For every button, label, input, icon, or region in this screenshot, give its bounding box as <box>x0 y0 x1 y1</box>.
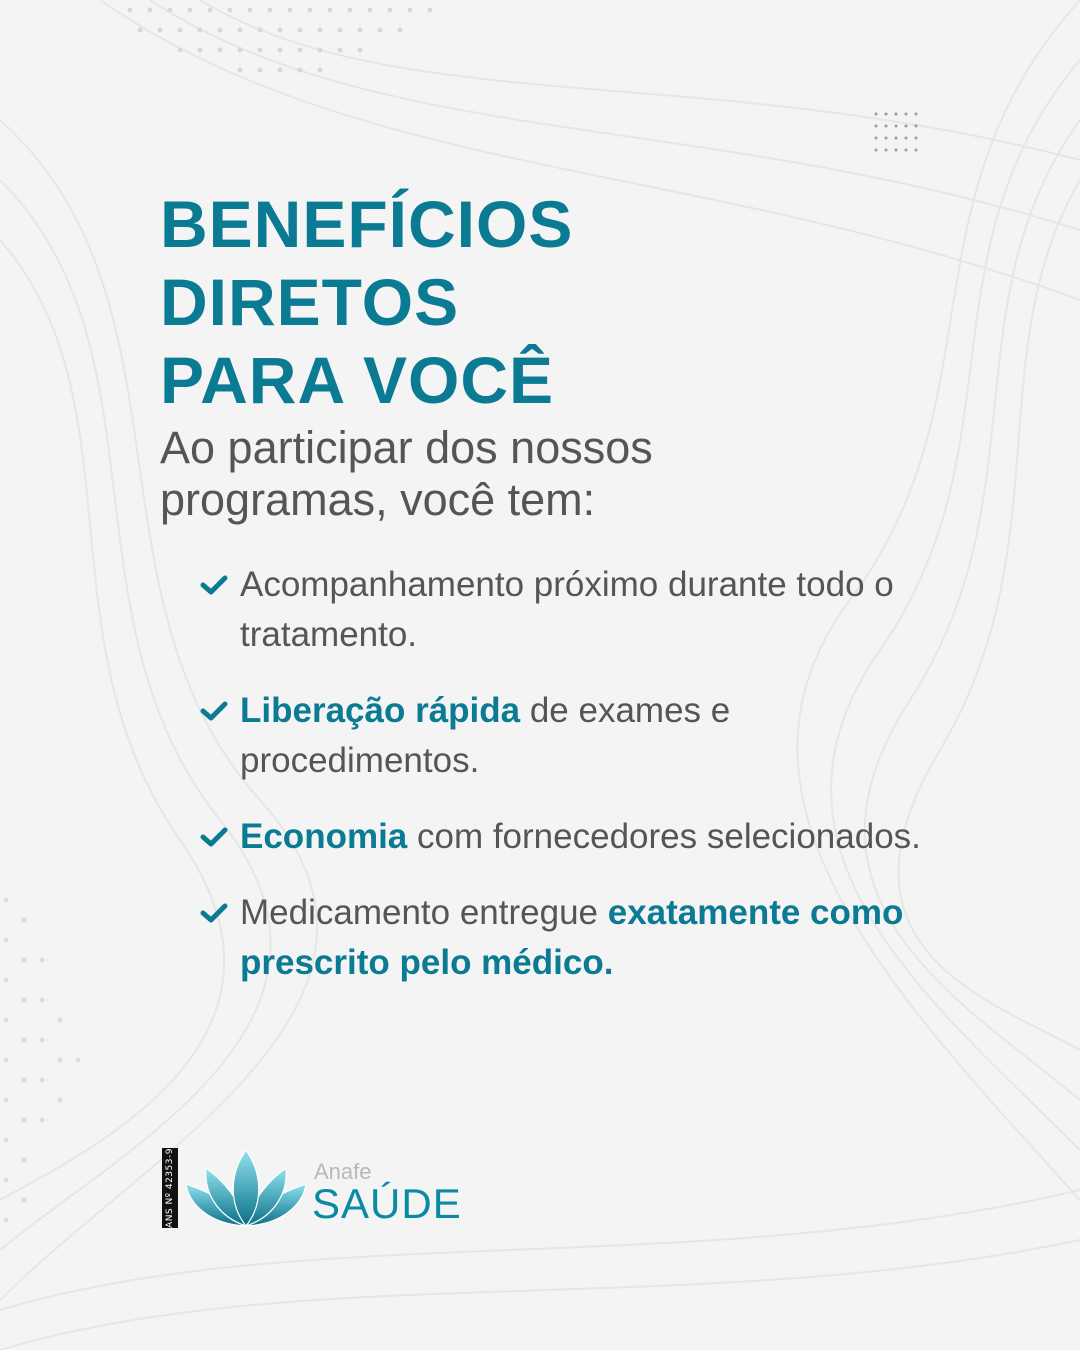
brand-name-small: Anafe <box>314 1159 372 1184</box>
check-icon <box>200 574 228 596</box>
benefit-item <box>200 888 940 988</box>
benefit-item <box>200 560 940 660</box>
benefit-body: Medicamento entregue <box>240 893 608 932</box>
ans-registration-text: ANS Nº 42353-9 <box>165 1148 175 1228</box>
page-title <box>160 185 573 419</box>
benefit-text <box>240 686 940 786</box>
check-icon <box>200 700 228 722</box>
brand-name-large: SAÚDE <box>312 1180 462 1227</box>
subtitle: Ao participar dos nossos programas, você tem: <box>160 422 653 525</box>
title-line-2: DIRETOS <box>160 265 460 339</box>
benefit-item <box>200 812 940 862</box>
benefit-body: de exames e procedimentos. <box>240 691 731 780</box>
decorative-dots-top <box>120 0 460 90</box>
benefit-text <box>240 888 940 988</box>
title-line-3: PARA VOCÊ <box>160 343 555 417</box>
ans-registration-badge <box>162 1148 178 1228</box>
benefit-body: Acompanhamento próximo durante todo o tratamento. <box>240 565 894 654</box>
decorative-dots-left <box>0 880 90 1250</box>
benefit-text <box>240 812 940 862</box>
benefit-highlight: Economia <box>240 817 408 856</box>
decorative-dot-grid <box>872 110 920 156</box>
benefit-highlight-end: exatamente como prescrito pelo médico. <box>240 893 904 982</box>
title-line-1: BENEFÍCIOS <box>160 187 574 261</box>
benefit-text <box>240 560 940 660</box>
check-icon <box>200 902 228 924</box>
benefit-item <box>200 686 940 786</box>
benefits-list <box>200 560 940 1014</box>
brand-logo <box>160 1146 480 1230</box>
benefit-body: com fornecedores selecionados. <box>407 817 921 856</box>
benefit-highlight: Liberação rápida <box>240 691 521 730</box>
lotus-icon <box>186 1146 306 1230</box>
check-icon <box>200 826 228 848</box>
